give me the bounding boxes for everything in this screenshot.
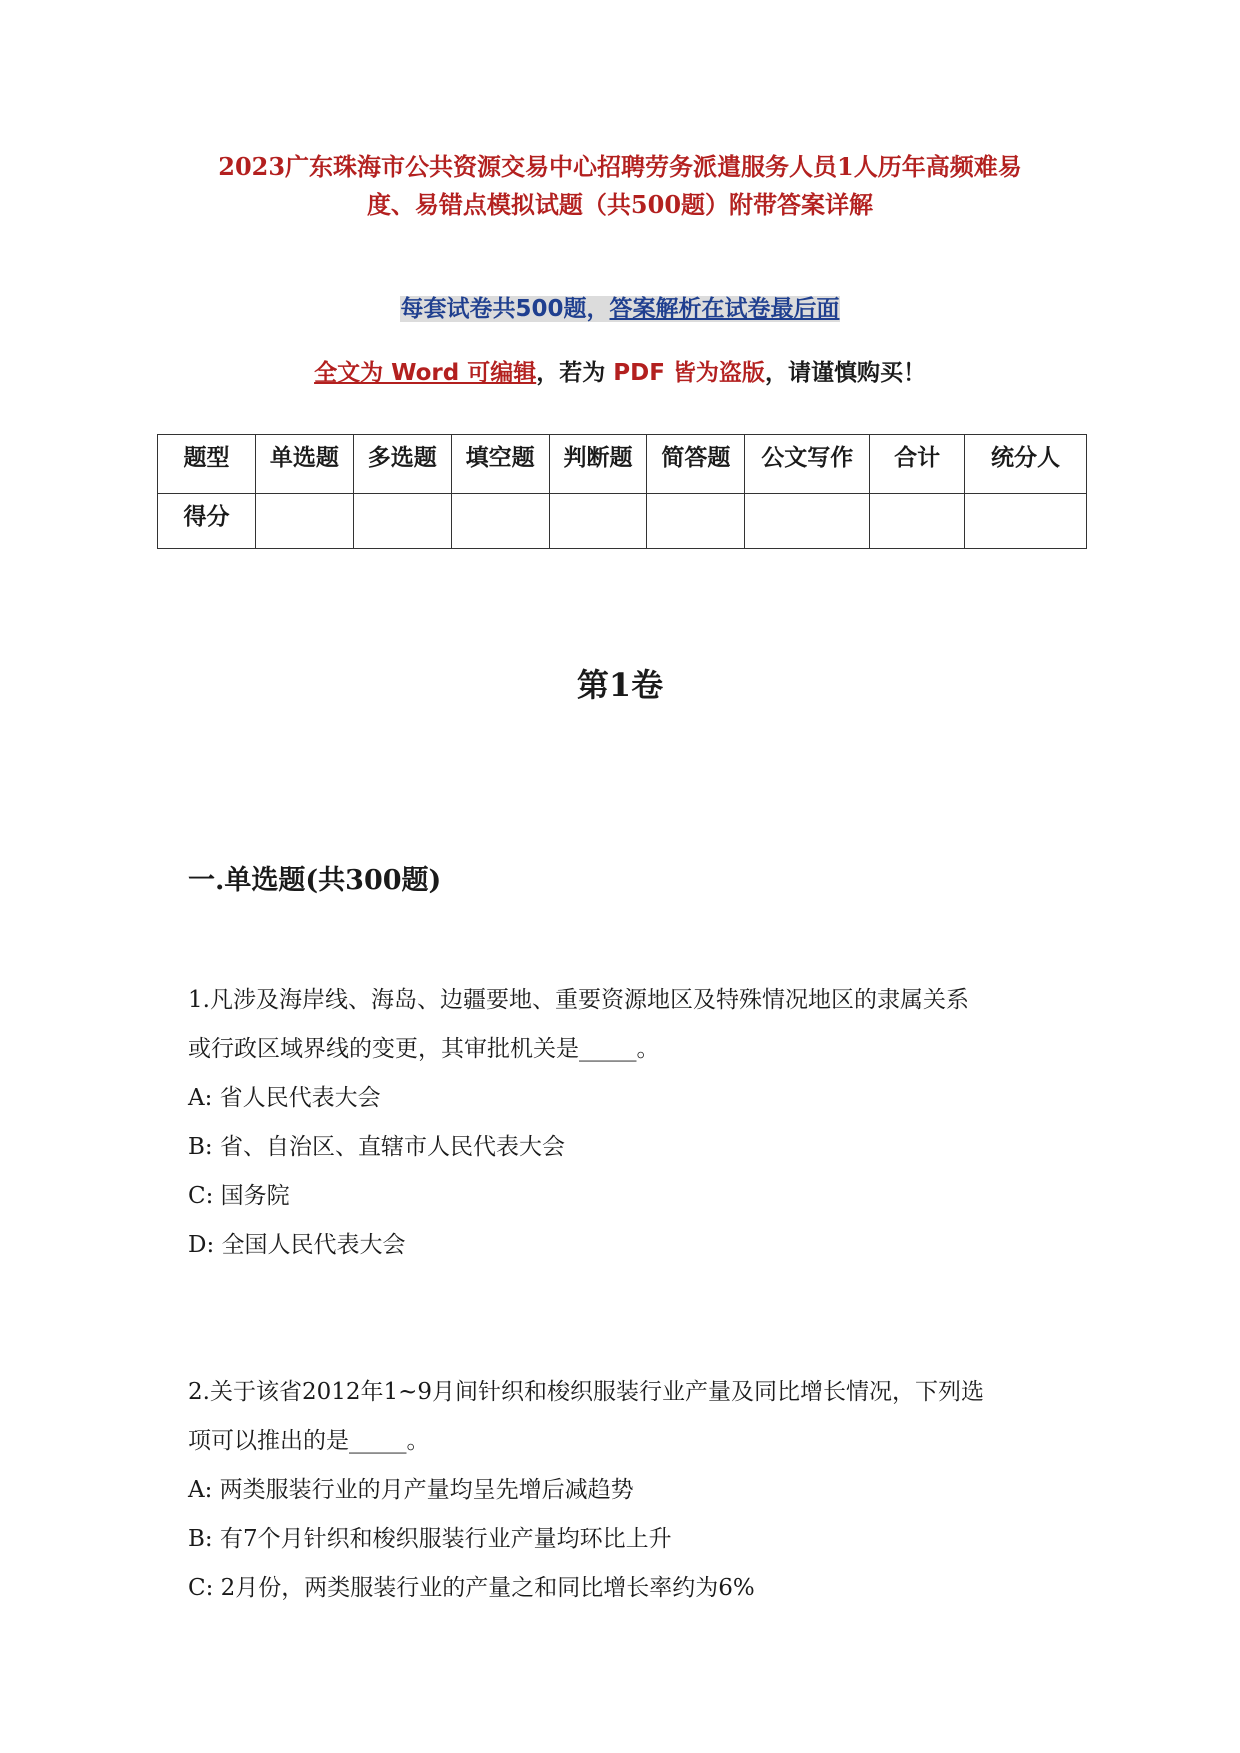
answers-link[interactable]: 答案解析在试卷最后面 xyxy=(609,296,840,322)
score-cell[interactable] xyxy=(745,494,870,549)
header-cell: 公文写作 xyxy=(745,435,870,494)
question-2 xyxy=(188,1368,1068,1613)
pdf-warning: PDF 皆为盗版 xyxy=(613,360,765,386)
header-cell: 合计 xyxy=(870,435,965,494)
volume-title: 第1卷 xyxy=(576,666,664,704)
notice-mid: ，若为 xyxy=(536,360,614,386)
score-cell[interactable] xyxy=(965,494,1087,549)
header-cell: 单选题 xyxy=(255,435,353,494)
notice-editable xyxy=(0,356,1240,390)
notice-text-2: 题， xyxy=(563,296,610,322)
score-cell[interactable] xyxy=(353,494,451,549)
document-title xyxy=(160,148,1080,224)
header-cell: 简答题 xyxy=(647,435,745,494)
question-stem: 2.关于该省2012年1~9月间针织和梭织服装行业产量及同比增长情况，下列选 xyxy=(188,1379,985,1405)
question-stem: 1.凡涉及海岸线、海岛、边疆要地、重要资源地区及特殊情况地区的隶属关系 xyxy=(188,987,969,1013)
score-cell[interactable] xyxy=(255,494,353,549)
word-editable-link[interactable]: 全文为 Word 可编辑 xyxy=(314,360,537,386)
title-line-1: 2023广东珠海市公共资源交易中心招聘劳务派遣服务人员1人历年高频难易 xyxy=(218,152,1022,181)
score-cell[interactable] xyxy=(647,494,745,549)
header-cell: 题型 xyxy=(158,435,256,494)
score-cell[interactable] xyxy=(870,494,965,549)
notice-count: 500 xyxy=(515,296,564,322)
option-b[interactable]: B: 省、自治区、直辖市人民代表大会 xyxy=(188,1134,565,1160)
title-line-2: 度、易错点模拟试题（共500题）附带答案详解 xyxy=(366,190,874,219)
option-a[interactable]: A: 两类服装行业的月产量均呈先增后减趋势 xyxy=(188,1477,634,1503)
question-stem: 或行政区域界线的变更，其审批机关是_____。 xyxy=(188,1036,660,1062)
option-a[interactable]: A: 省人民代表大会 xyxy=(188,1085,381,1111)
score-table-header-row xyxy=(158,435,1087,494)
header-cell: 多选题 xyxy=(353,435,451,494)
score-table-score-row xyxy=(158,494,1087,549)
option-b[interactable]: B: 有7个月针织和梭织服装行业产量均环比上升 xyxy=(188,1526,672,1552)
header-cell: 统分人 xyxy=(965,435,1087,494)
header-cell: 填空题 xyxy=(451,435,549,494)
question-stem: 项可以推出的是_____。 xyxy=(188,1428,430,1454)
notice-text-1: 每套试卷共 xyxy=(400,296,516,322)
score-cell[interactable] xyxy=(549,494,647,549)
section-title: 一.单选题(共300题) xyxy=(188,865,442,896)
option-c[interactable]: C: 2月份，两类服装行业的产量之和同比增长率约为6% xyxy=(188,1575,755,1601)
header-cell: 判断题 xyxy=(549,435,647,494)
notice-end: ，请谨慎购买！ xyxy=(764,360,926,386)
notice-question-count xyxy=(0,292,1240,326)
score-cell[interactable] xyxy=(451,494,549,549)
option-c[interactable]: C: 国务院 xyxy=(188,1183,290,1209)
question-1 xyxy=(188,976,1068,1270)
score-table xyxy=(157,434,1087,549)
option-d[interactable]: D: 全国人民代表大会 xyxy=(188,1232,406,1258)
score-row-label: 得分 xyxy=(158,494,256,549)
